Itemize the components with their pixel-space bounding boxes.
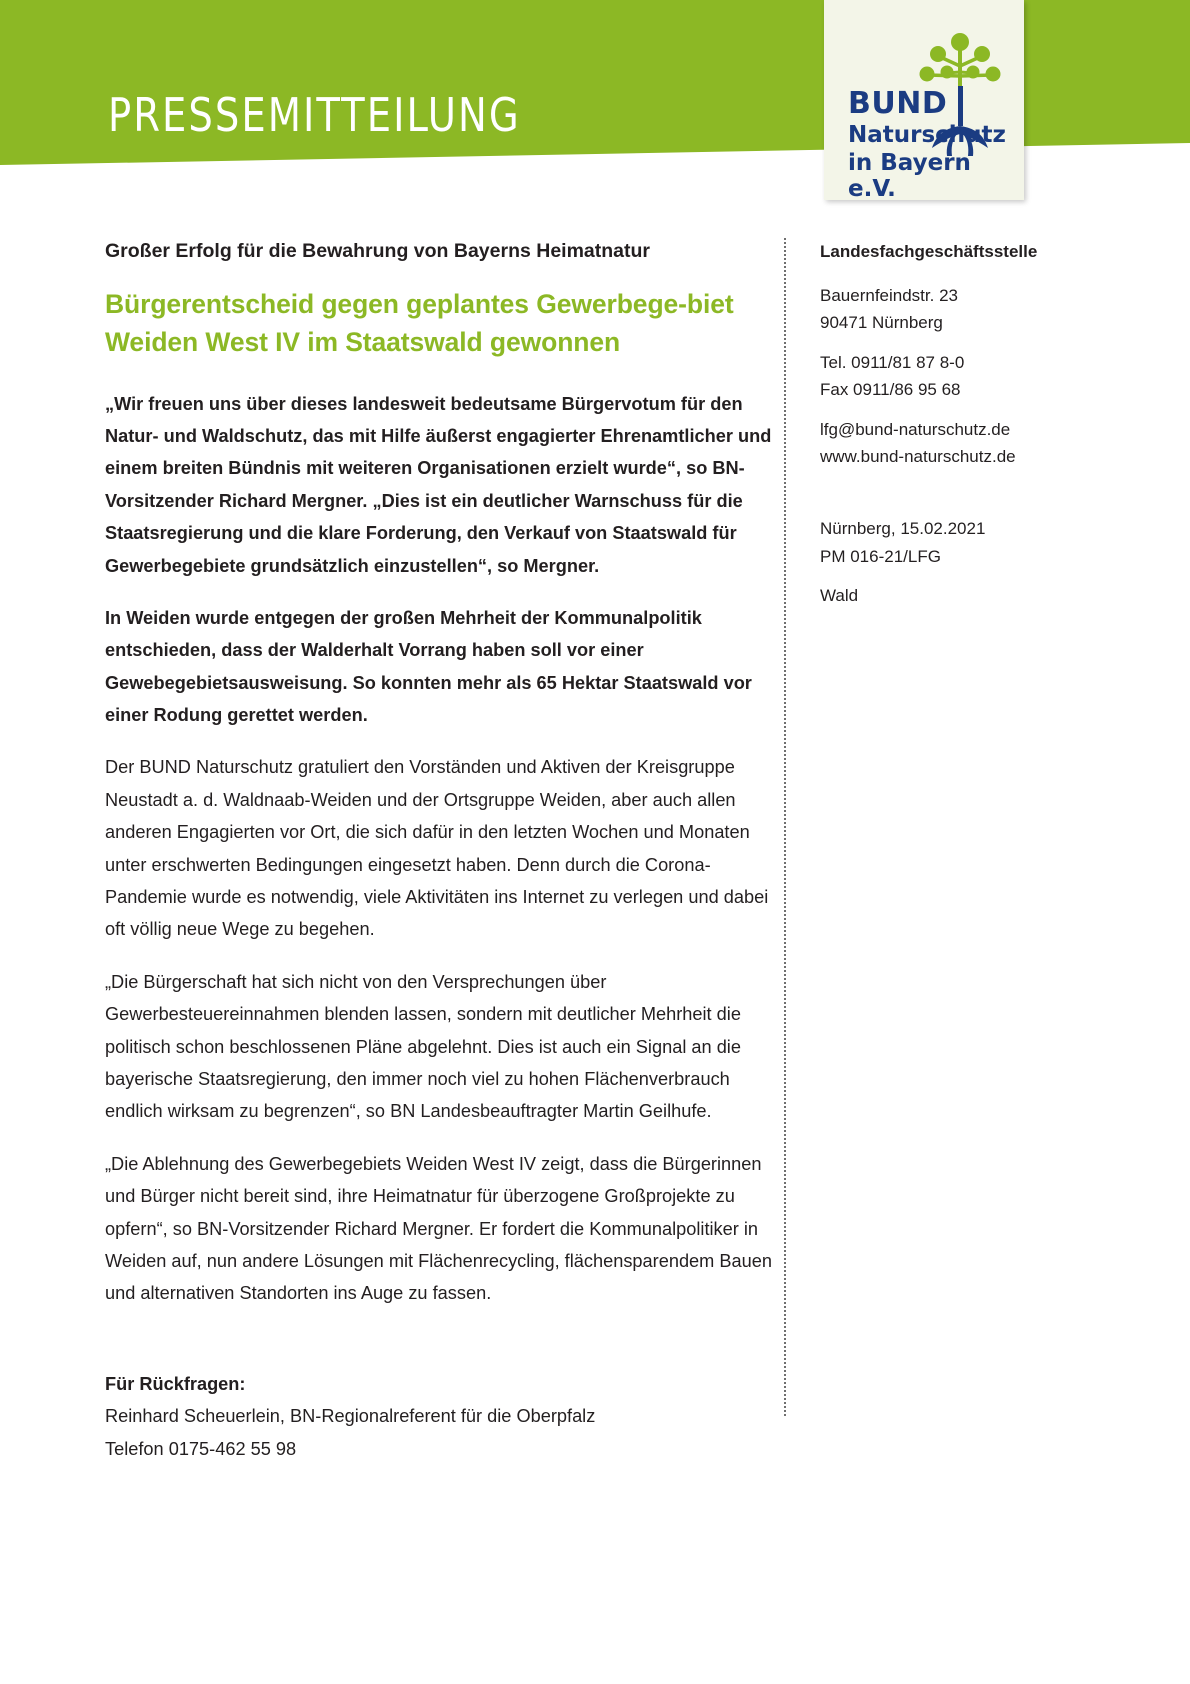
sidebar-spacer [820,337,1120,349]
sidebar [820,240,1120,610]
contact-block [105,1368,777,1465]
contact-person: Reinhard Scheuerlein, BN-Regionalreferent für die Oberpfalz [105,1406,596,1427]
article-paragraph: „Wir freuen uns über dieses landesweit bedeutsame Bürgervotum für den Natur- und Waldschutz, das mit Hilfe äußerst engagierter Ehrenamtlicher und einem breiten Bündnis mit weiteren Organisationen erzielt wurde“, so BN-Vorsitzender Richard Mergner. „Dies ist ein deutlicher Warnschuss für die Staatsregierung und die klare Forderung, den Verkauf von Staatswald für Gewerbegebiete grundsätzlich einzustellen“, so Mergner. [105,393,772,576]
logo-inner [834,10,1014,202]
article-headline: Bürgerentscheid gegen geplantes Gewerbege-biet Weiden West IV im Staatswald gewonnen [105,289,734,357]
vertical-dotted-divider [784,238,786,1416]
contact-phone: Telefon 0175-462 55 98 [105,1438,297,1459]
article-body [105,238,777,1465]
page-title: PRESSEMITTEILUNG [108,88,521,142]
sidebar-fax: Fax 0911/86 95 68 [820,380,961,400]
sidebar-street: Bauernfeindstr. 23 [820,285,958,305]
sidebar-email[interactable]: lfg@bund-naturschutz.de [820,419,1011,439]
sidebar-spacer [820,404,1120,416]
sidebar-spacer [820,471,1120,515]
logo-subline-1: Naturschutz [848,122,1006,148]
contact-title: Für Rückfragen: [105,1373,246,1394]
article-paragraph: „Die Ablehnung des Gewerbegebiets Weiden West IV zeigt, dass die Bürgerinnen und Bürger nicht bereit sind, ihre Heimatnatur für überzogene Großprojekte zu opfern“, so BN-Vorsitzender Richard Mergner. Er fordert die Kommunalpolitiker in Weiden auf, nun andere Lösungen mit Flächenrecycling, flächensparendem Bauen und alternativen Standorten ins Auge zu fassen. [105,1153,772,1304]
sidebar-website[interactable]: www.bund-naturschutz.de [820,447,1016,467]
logo-subline-2: in Bayern e.V. [848,150,971,202]
logo-wordmark: BUND [848,86,948,121]
article-paragraph: In Weiden wurde entgegen der großen Mehrheit der Kommunalpolitik entschieden, dass der Walderhalt Vorrang haben soll vor einer Gewebegebietsausweisung. So konnten mehr als 65 Hektar Staatswald vor einer Rodung gerettet werden. [105,607,752,726]
sidebar-topic: Wald [820,586,859,606]
sidebar-pm-number: PM 016-21/LFG [820,546,941,566]
article-paragraph: „Die Bürgerschaft hat sich nicht von den Versprechungen über Gewerbesteuereinnahmen blenden lassen, sondern mit deutlicher Mehrheit die politisch schon beschlossenen Pläne abgelehnt. Dies ist auch ein Signal an die bayerische Staatsregierung, den immer noch viel zu hohen Flächenverbrauch endlich wirksam zu begrenzen“, so BN Landesbeauftragter Martin Geilhufe. [105,971,741,1122]
sidebar-place-date: Nürnberg, 15.02.2021 [820,518,986,538]
sidebar-office-title: Landesfachgeschäftsstelle [820,242,1038,261]
sidebar-spacer [820,570,1120,582]
logo [824,0,1024,200]
sidebar-phone: Tel. 0911/81 87 8-0 [820,352,965,372]
sidebar-city: 90471 Nürnberg [820,313,943,333]
article-kicker: Großer Erfolg für die Bewahrung von Bayerns Heimatnatur [105,240,651,262]
article-paragraph: Der BUND Naturschutz gratuliert den Vorständen und Aktiven der Kreisgruppe Neustadt a. d. Waldnaab-Weiden und der Ortsgruppe Weiden, aber auch allen anderen Engagierten vor Ort, die sich dafür in den letzten Wochen und Monaten unter erschwerten Bedingungen eingesetzt haben. Denn durch die Corona-Pandemie wurde es notwendig, viele Aktivitäten ins Internet zu verlegen und dabei oft völlig neue Wege zu begehen. [105,757,769,940]
